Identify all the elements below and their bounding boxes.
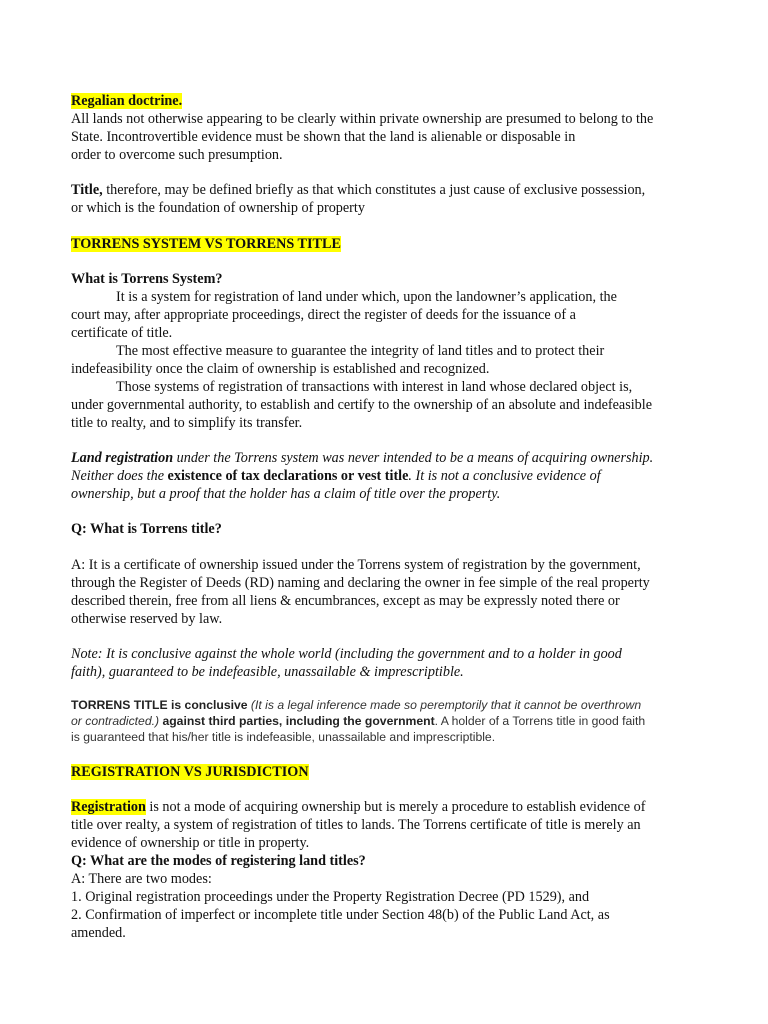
registration-line-3: evidence of ownership or title in property.	[71, 835, 310, 851]
torrens-heading-block	[71, 235, 711, 253]
torrens-p1-line-3: certificate of title.	[71, 325, 173, 341]
torrens-system-section	[71, 270, 711, 432]
torrens-title-question	[71, 520, 711, 538]
torrens-p2-line-1: The most effective measure to guarantee the integrity of land titles and to protect their	[116, 343, 605, 359]
land-reg-line-1: under the Torrens system was never intended to be a means of acquiring ownership.	[173, 450, 654, 466]
legal-inference-line-2: or contradicted.)	[71, 714, 160, 728]
modes-answer: A: There are two modes:	[71, 871, 212, 887]
land-registration-paragraph	[71, 449, 711, 503]
torrens-title-question-text: Q: What is Torrens title?	[71, 521, 222, 537]
answer-line-1: A: It is a certificate of ownership issued under the Torrens system of registration by the government,	[71, 557, 641, 573]
modes-question: Q: What are the modes of registering land titles?	[71, 853, 366, 869]
conclusive-line-2-rest: . A holder of a Torrens title in good faith	[434, 714, 646, 728]
tax-declarations-phrase: existence of tax declarations or vest title	[167, 468, 409, 484]
torrens-title-conclusive: TORRENS TITLE is conclusive	[71, 698, 248, 712]
title-definition	[71, 181, 711, 217]
note-paragraph	[71, 645, 711, 681]
registration-line-2: title over realty, a system of registration of titles to lands. The Torrens certificate of title is merely an	[71, 817, 641, 833]
title-term: Title,	[71, 182, 103, 198]
registration-heading: REGISTRATION VS JURISDICTION	[71, 764, 309, 780]
land-reg-line-3: ownership, but a proof that the holder has a claim of title over the property.	[71, 486, 501, 502]
regalian-line-3: order to overcome such presumption.	[71, 147, 283, 163]
torrens-heading: TORRENS SYSTEM VS TORRENS TITLE	[71, 236, 341, 252]
registration-heading-block	[71, 763, 711, 781]
title-line-2: or which is the foundation of ownership of property	[71, 200, 365, 216]
torrens-p1-line-2: court may, after appropriate proceedings, direct the register of deeds for the issuance of a	[71, 307, 576, 323]
registration-term: Registration	[71, 799, 146, 815]
regalian-line-2: State. Incontrovertible evidence must be shown that the land is alienable or disposable in	[71, 129, 576, 145]
registration-line-1: is not a mode of acquiring ownership but is merely a procedure to establish evidence of	[145, 799, 646, 815]
legal-inference-line-1: (It is a legal inference made so peremptorily that it cannot be overthrown	[247, 698, 642, 712]
torrens-p1-line-1: It is a system for registration of land under which, upon the landowner’s application, the	[116, 289, 617, 305]
title-line-1: therefore, may be defined briefly as that which constitutes a just cause of exclusive possession,	[102, 182, 646, 198]
conclusive-paragraph	[71, 697, 711, 745]
land-reg-line-2-rest: . It is not a conclusive evidence of	[408, 468, 601, 484]
regalian-heading: Regalian doctrine.	[71, 93, 183, 109]
regalian-line-1: All lands not otherwise appearing to be clearly within private ownership are presumed to belong to the	[71, 111, 654, 127]
against-third-parties: against third parties, including the government	[159, 714, 435, 728]
torrens-p3-line-2: under governmental authority, to establish and certify to the ownership of an absolute and indefeasible	[71, 397, 652, 413]
torrens-title-answer	[71, 556, 711, 628]
note-line-1: Note: It is conclusive against the whole world (including the government and to a holder in good	[71, 646, 622, 662]
mode-2-line-1: 2. Confirmation of imperfect or incomplete title under Section 48(b) of the Public Land Act, as	[71, 907, 610, 923]
land-registration-term: Land registration	[71, 450, 174, 466]
torrens-p3-line-3: title to realty, and to simplify its transfer.	[71, 415, 303, 431]
answer-line-3: described therein, free from all liens & encumbrances, except as may be expressly noted there or	[71, 593, 620, 609]
answer-line-2: through the Register of Deeds (RD) naming and declaring the owner in fee simple of the real property	[71, 575, 650, 591]
torrens-p2-line-2: indefeasibility once the claim of ownership is established and recognized.	[71, 361, 490, 377]
conclusive-line-3: is guaranteed that his/her title is indefeasible, unassailable and imprescriptible.	[71, 730, 496, 744]
note-line-2: faith), guaranteed to be indefeasible, unassailable & imprescriptible.	[71, 664, 464, 680]
torrens-p3-line-1: Those systems of registration of transactions with interest in land whose declared object is,	[116, 379, 633, 395]
regalian-section	[71, 92, 711, 164]
answer-line-4: otherwise reserved by law.	[71, 611, 223, 627]
land-reg-line-2-start: Neither does the	[71, 468, 168, 484]
torrens-system-question: What is Torrens System?	[71, 271, 223, 287]
registration-section	[71, 798, 711, 942]
mode-1: 1. Original registration proceedings under the Property Registration Decree (PD 1529), and	[71, 889, 590, 905]
mode-2-line-2: amended.	[71, 925, 126, 941]
